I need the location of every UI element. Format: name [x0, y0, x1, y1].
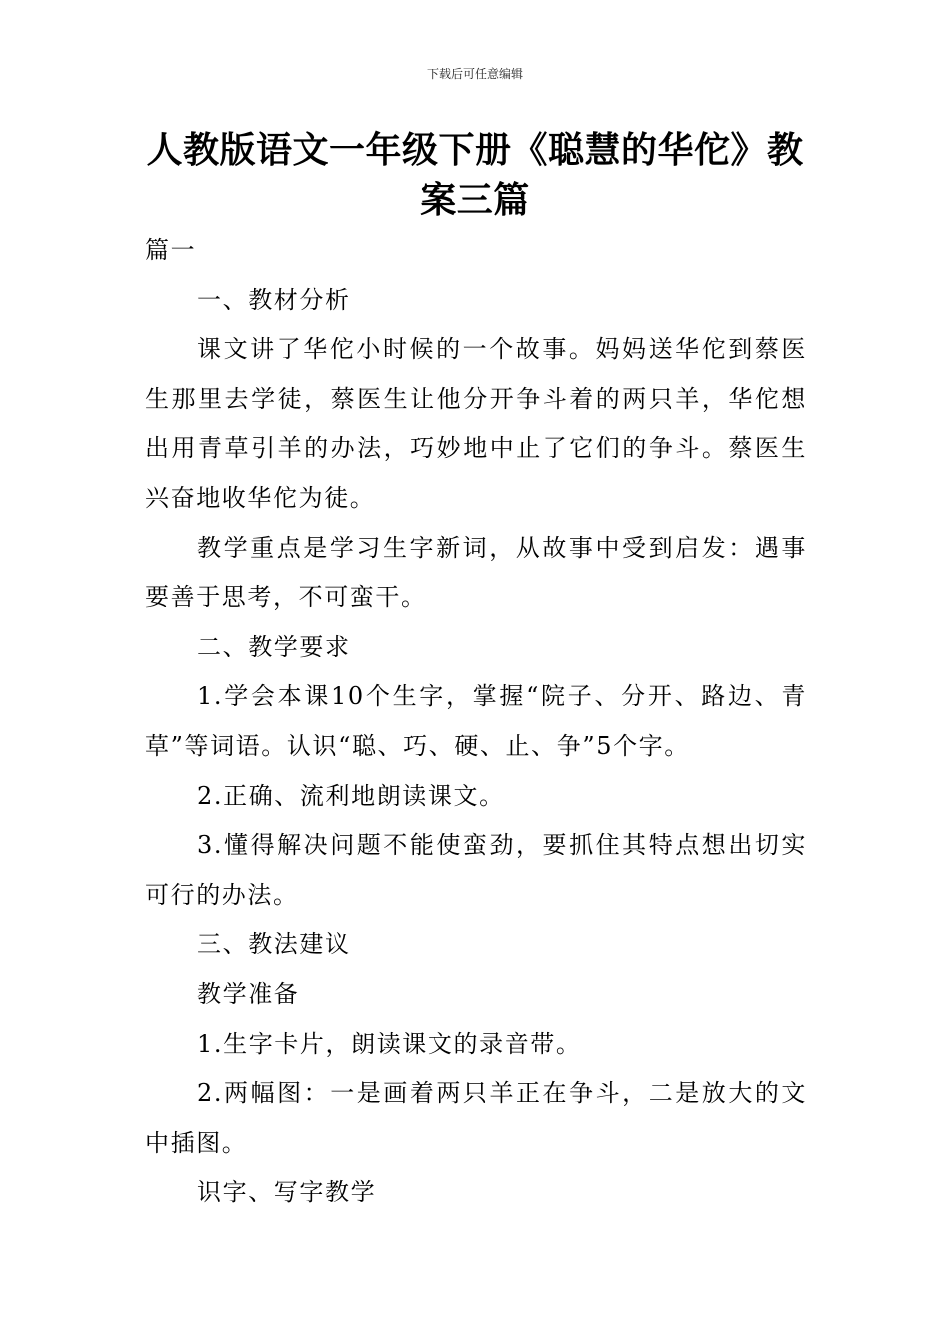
preparation-item-1: 1.生字卡片，朗读课文的录音带。: [197, 1029, 582, 1058]
requirement-item-3: 3.懂得解决问题不能使蛮劲，要抓住其特点想出切实可行的办法。: [145, 831, 807, 909]
paragraph-teaching-focus: 教学重点是学习生字新词，从故事中受到启发：遇事要善于思考，不可蛮干。: [145, 533, 807, 612]
heading-teaching-requirements: 二、教学要求: [197, 632, 351, 661]
document-title: 人教版语文一年级下册《聪慧的华佗》教案三篇: [146, 130, 804, 221]
preparation-item-2: 2.两幅图：一是画着两只羊正在争斗，二是放大的文中插图。: [145, 1079, 807, 1157]
document-body: [145, 226, 807, 1218]
paragraph-story-summary: 课文讲了华佗小时候的一个故事。妈妈送华佗到蔡医生那里去学徒，蔡医生让他分开争斗着的两只羊，华佗想出用青草引羊的办法，巧妙地中止了它们的争斗。蔡医生兴奋地收华佗为徒。: [145, 335, 807, 512]
header-note: 下载后可任意编辑: [426, 67, 523, 81]
subheading-preparation: 教学准备: [197, 979, 300, 1008]
requirement-item-2: 2.正确、流利地朗读课文。: [197, 781, 505, 810]
heading-textbook-analysis: 一、教材分析: [197, 285, 351, 314]
section-label: 篇一: [145, 236, 197, 264]
heading-teaching-suggestions: 三、教法建议: [197, 930, 351, 959]
requirement-item-1: 1.学会本课10个生字，掌握“院子、分开、路边、青草”等词语。认识“聪、巧、硬、止、争”5个字。: [145, 682, 807, 760]
subheading-literacy-writing: 识字、写字教学: [197, 1178, 377, 1207]
